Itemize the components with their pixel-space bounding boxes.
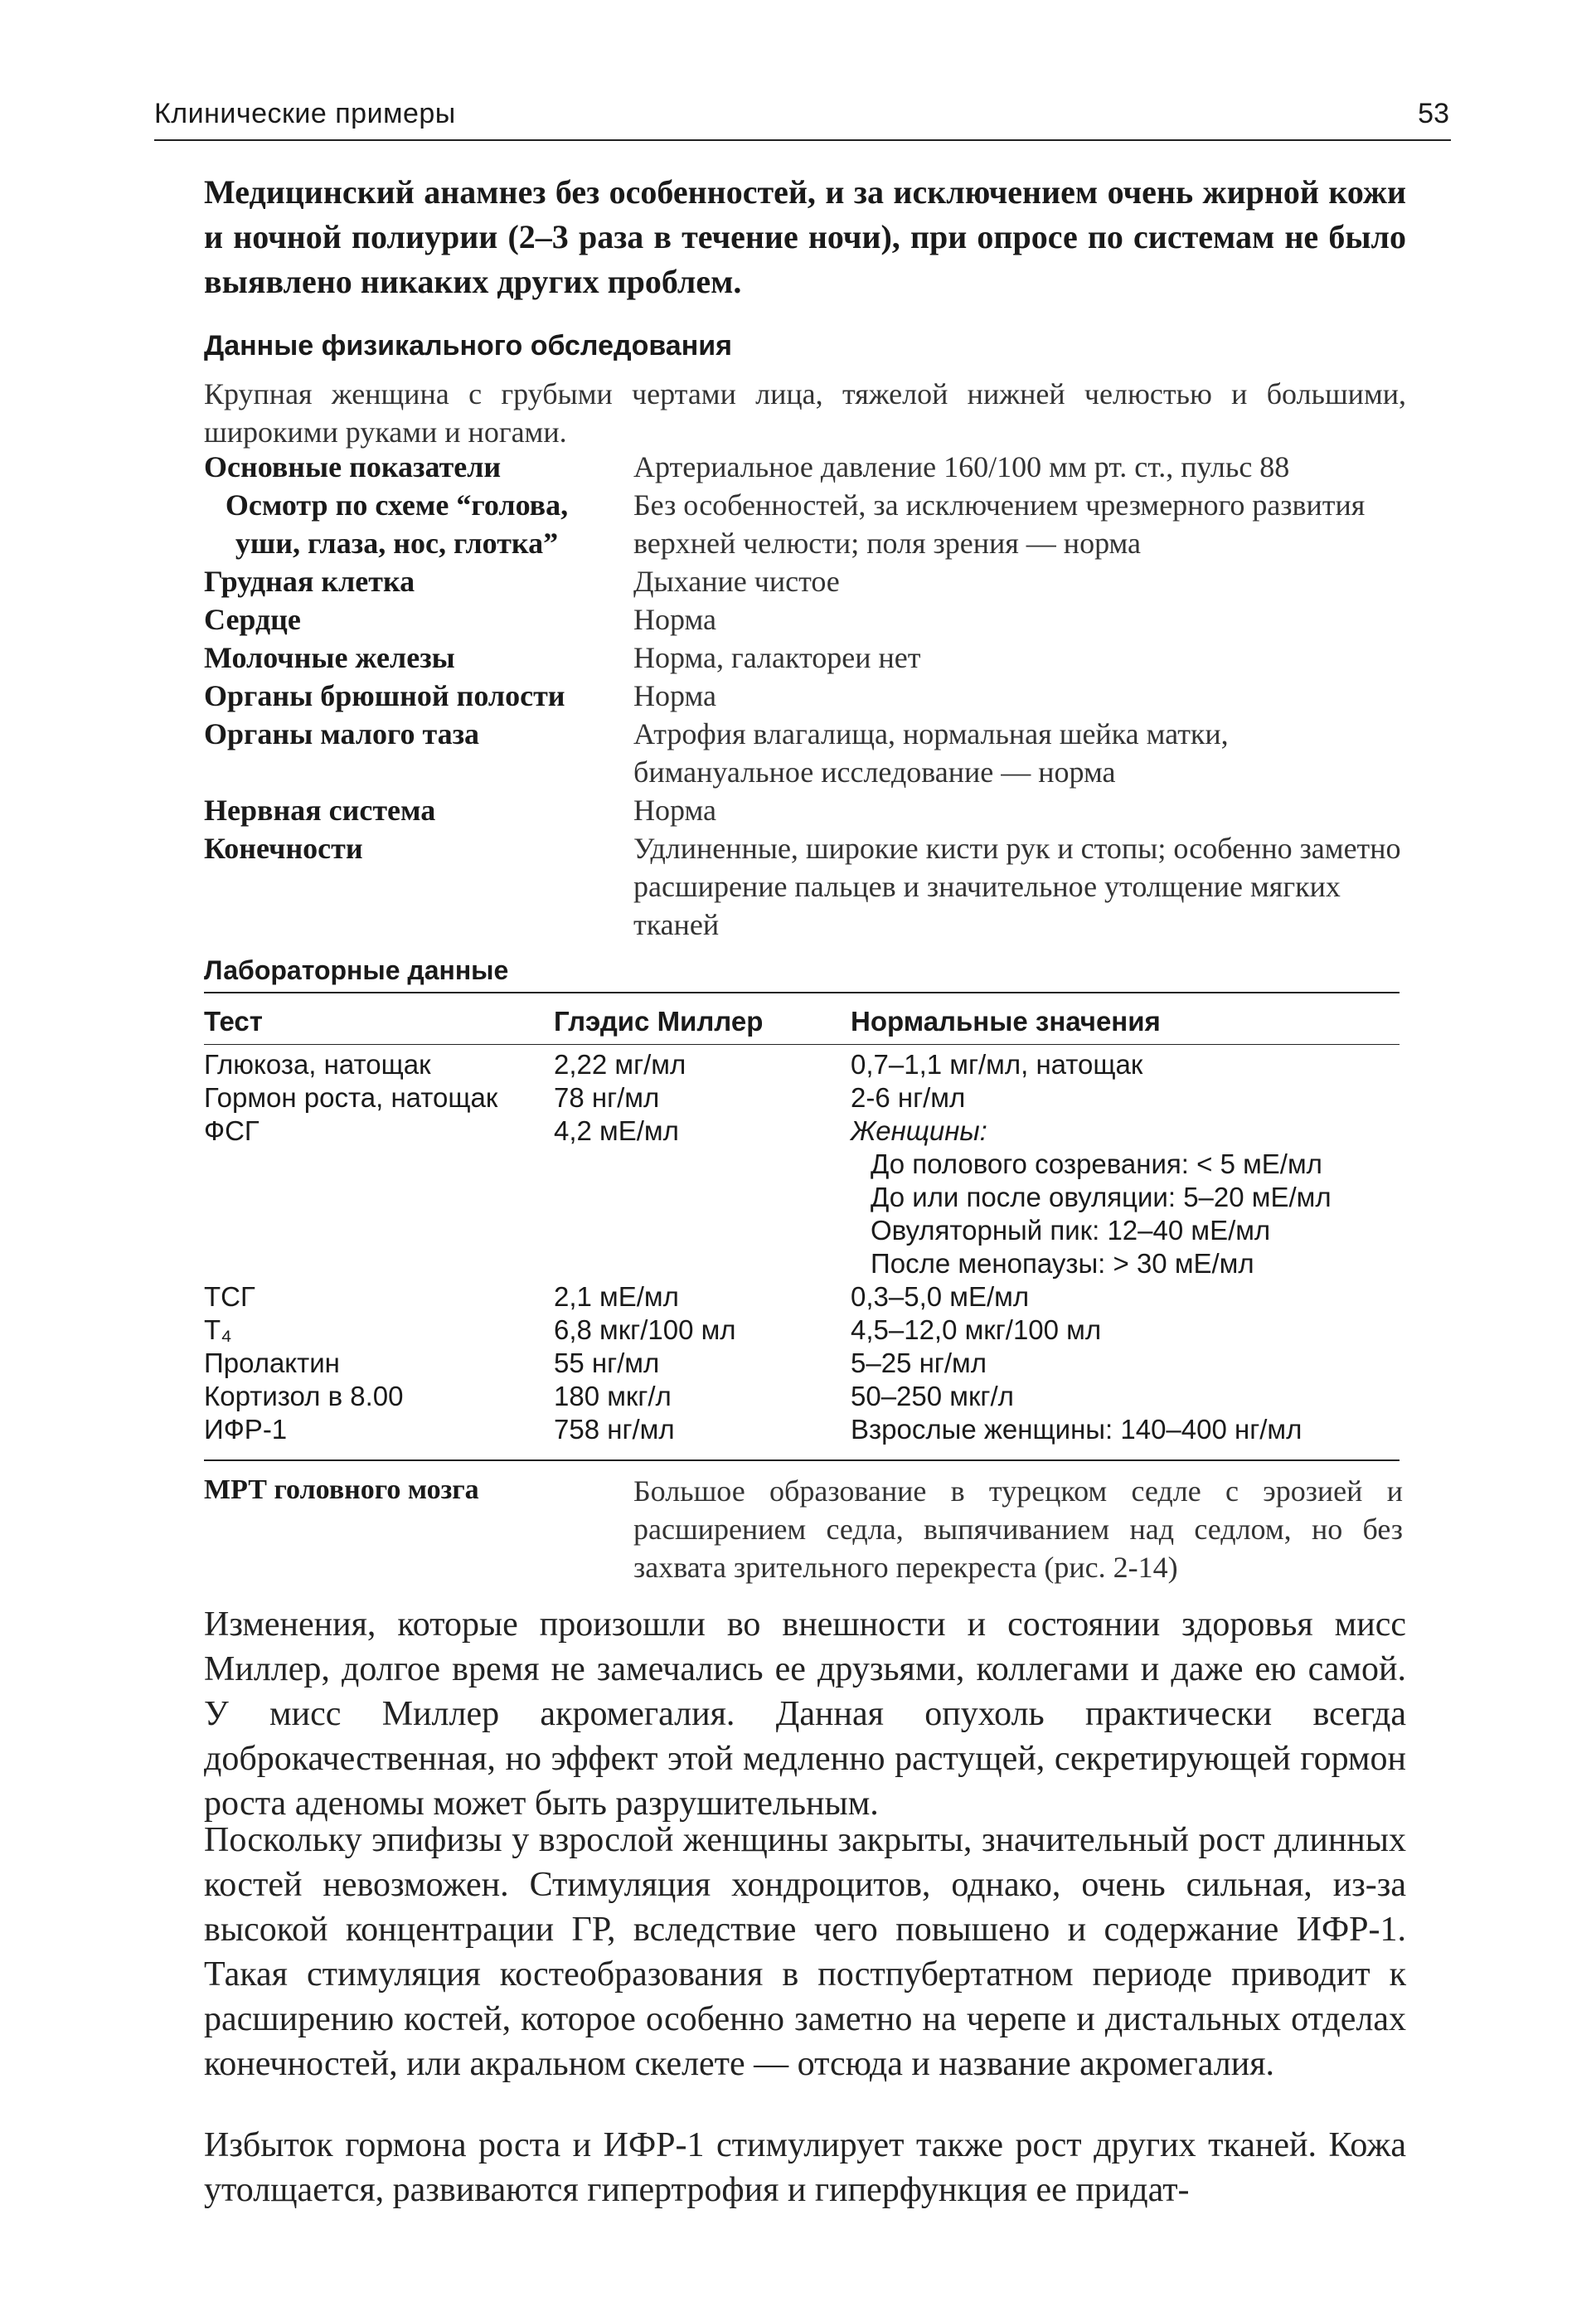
lab-patient-value: 758 нг/мл	[554, 1414, 675, 1445]
lab-patient-value: 180 мкг/л	[554, 1381, 672, 1411]
lab-test: Т₄	[204, 1314, 232, 1345]
column-header-normal: Нормальные значения	[851, 1006, 1161, 1037]
lab-test: Глюкоза, натощак	[204, 1049, 431, 1080]
lab-normal-value: 50–250 мкг/л	[851, 1381, 1014, 1411]
lab-normal-value: После менопаузы: > 30 мЕ/мл	[871, 1248, 1254, 1279]
exam-label: Сердце	[204, 603, 301, 636]
exam-label: Грудная клетка	[204, 565, 415, 598]
exam-value: Атрофия влагалища, нормальная шейка матки, бимануальное исследование — норма	[633, 717, 1229, 789]
lab-normal-value: 2-6 нг/мл	[851, 1082, 966, 1113]
lab-test: Гормон роста, натощак	[204, 1082, 498, 1113]
exam-label: Органы брюшной полости	[204, 679, 565, 712]
lab-normal-value: Взрослые женщины: 140–400 нг/мл	[851, 1414, 1303, 1445]
exam-label: Осмотр по схеме “голова, уши, глаза, нос, глотка”	[225, 488, 569, 560]
chapter-title: Клинические примеры	[154, 98, 456, 129]
lab-normal-value: До или после овуляции: 5–20 мЕ/мл	[871, 1182, 1332, 1212]
lab-normal-value: Женщины:	[851, 1115, 987, 1146]
lab-patient-value: 2,1 мЕ/мл	[554, 1281, 679, 1312]
table-bottom-rule	[204, 1459, 1400, 1461]
body-paragraph: Поскольку эпифизы у взрослой женщины закрыты, значительный рост длинных костей невозможен. Стимуляция хондроцитов, однако, очень сильная, из-за высокой концентрации ГР, вследствие чего повышено и содержание ИФР-1. Такая стимуляция костеобразования в постпубертатном периоде приводит к расширению костей, которое особенно заметно на черепе и дистальных отделах конечностей, или акральном скелете — отсюда и название акромегалия.	[204, 1821, 1406, 2083]
page-number: 53	[1418, 98, 1449, 129]
exam-value: Норма	[633, 794, 716, 827]
mri-label: МРТ головного мозга	[204, 1474, 479, 1505]
exam-value: Без особенностей, за исключением чрезмерного развития верхней челюсти; поля зрения — норма	[633, 488, 1366, 560]
mri-value: Большое образование в турецком седле с эрозией и расширением седла, выпячиванием над седлом, но без захвата зрительного перекреста (рис. 2-14)	[633, 1474, 1403, 1584]
column-header-test: Тест	[204, 1006, 263, 1037]
lab-normal-value: 0,7–1,1 мг/мл, натощак	[851, 1049, 1143, 1080]
lab-test: Пролактин	[204, 1348, 340, 1378]
body-paragraph: Изменения, которые произошли во внешности и состоянии здоровья мисс Миллер, долгое время не замечались ее друзьями, коллегами и даже ею самой. У мисс Миллер акромегалия. Данная опухоль практически всегда доброкачественная, но эффект этой медленно растущей, секретирующей гормон роста аденомы может быть разрушительным.	[204, 1605, 1406, 1823]
lab-normal-value: 4,5–12,0 мкг/100 мл	[851, 1314, 1102, 1345]
lab-normal-value: 5–25 нг/мл	[851, 1348, 987, 1378]
lab-normal-value: До полового созревания: < 5 мЕ/мл	[871, 1149, 1322, 1179]
body-paragraph: Избыток гормона роста и ИФР-1 стимулирует также рост других тканей. Кожа утолщается, развиваются гипертрофия и гиперфункция ее придат-	[204, 2126, 1406, 2209]
exam-label: Нервная система	[204, 794, 436, 827]
exam-description: Крупная женщина с грубыми чертами лица, тяжелой нижней челюстью и большими, широкими руками и ногами.	[204, 377, 1406, 449]
lab-normal-value: 0,3–5,0 мЕ/мл	[851, 1281, 1030, 1312]
history-summary: Медицинский анамнез без особенностей, и за исключением очень жирной кожи и ночной полиурии (2–3 раза в течение ночи), при опросе по системам не было выявлено никаких других проблем.	[204, 173, 1406, 300]
lab-patient-value: 2,22 мг/мл	[554, 1049, 686, 1080]
exam-label: Основные показатели	[204, 450, 502, 483]
exam-label: Конечности	[204, 832, 363, 865]
lab-test: ТСГ	[204, 1281, 255, 1312]
lab-test: ИФР-1	[204, 1414, 288, 1445]
column-header-patient: Глэдис Миллер	[554, 1006, 764, 1037]
table-top-rule	[204, 992, 1400, 993]
exam-value: Норма	[633, 603, 716, 636]
lab-patient-value: 4,2 мЕ/мл	[554, 1115, 679, 1146]
exam-value: Норма	[633, 679, 716, 712]
exam-label: Органы малого таза	[204, 717, 480, 750]
exam-value: Дыхание чистое	[633, 565, 840, 598]
table-header-rule	[204, 1044, 1400, 1045]
labs-heading: Лабораторные данные	[204, 955, 509, 985]
lab-patient-value: 6,8 мкг/100 мл	[554, 1314, 736, 1345]
lab-test: Кортизол в 8.00	[204, 1381, 404, 1411]
lab-patient-value: 55 нг/мл	[554, 1348, 660, 1378]
lab-test: ФСГ	[204, 1115, 260, 1146]
lab-normal-value: Овуляторный пик: 12–40 мЕ/мл	[871, 1215, 1271, 1246]
exam-value: Норма, галактореи нет	[633, 641, 921, 674]
exam-label: Молочные железы	[204, 641, 455, 674]
exam-value: Артериальное давление 160/100 мм рт. ст., пульс 88	[633, 450, 1290, 483]
exam-value: Удлиненные, широкие кисти рук и стопы; особенно заметно расширение пальцев и значительное утолщение мягких тканей	[633, 832, 1401, 941]
lab-patient-value: 78 нг/мл	[554, 1082, 660, 1113]
exam-heading: Данные физикального обследования	[204, 330, 732, 362]
running-head	[154, 93, 1451, 141]
